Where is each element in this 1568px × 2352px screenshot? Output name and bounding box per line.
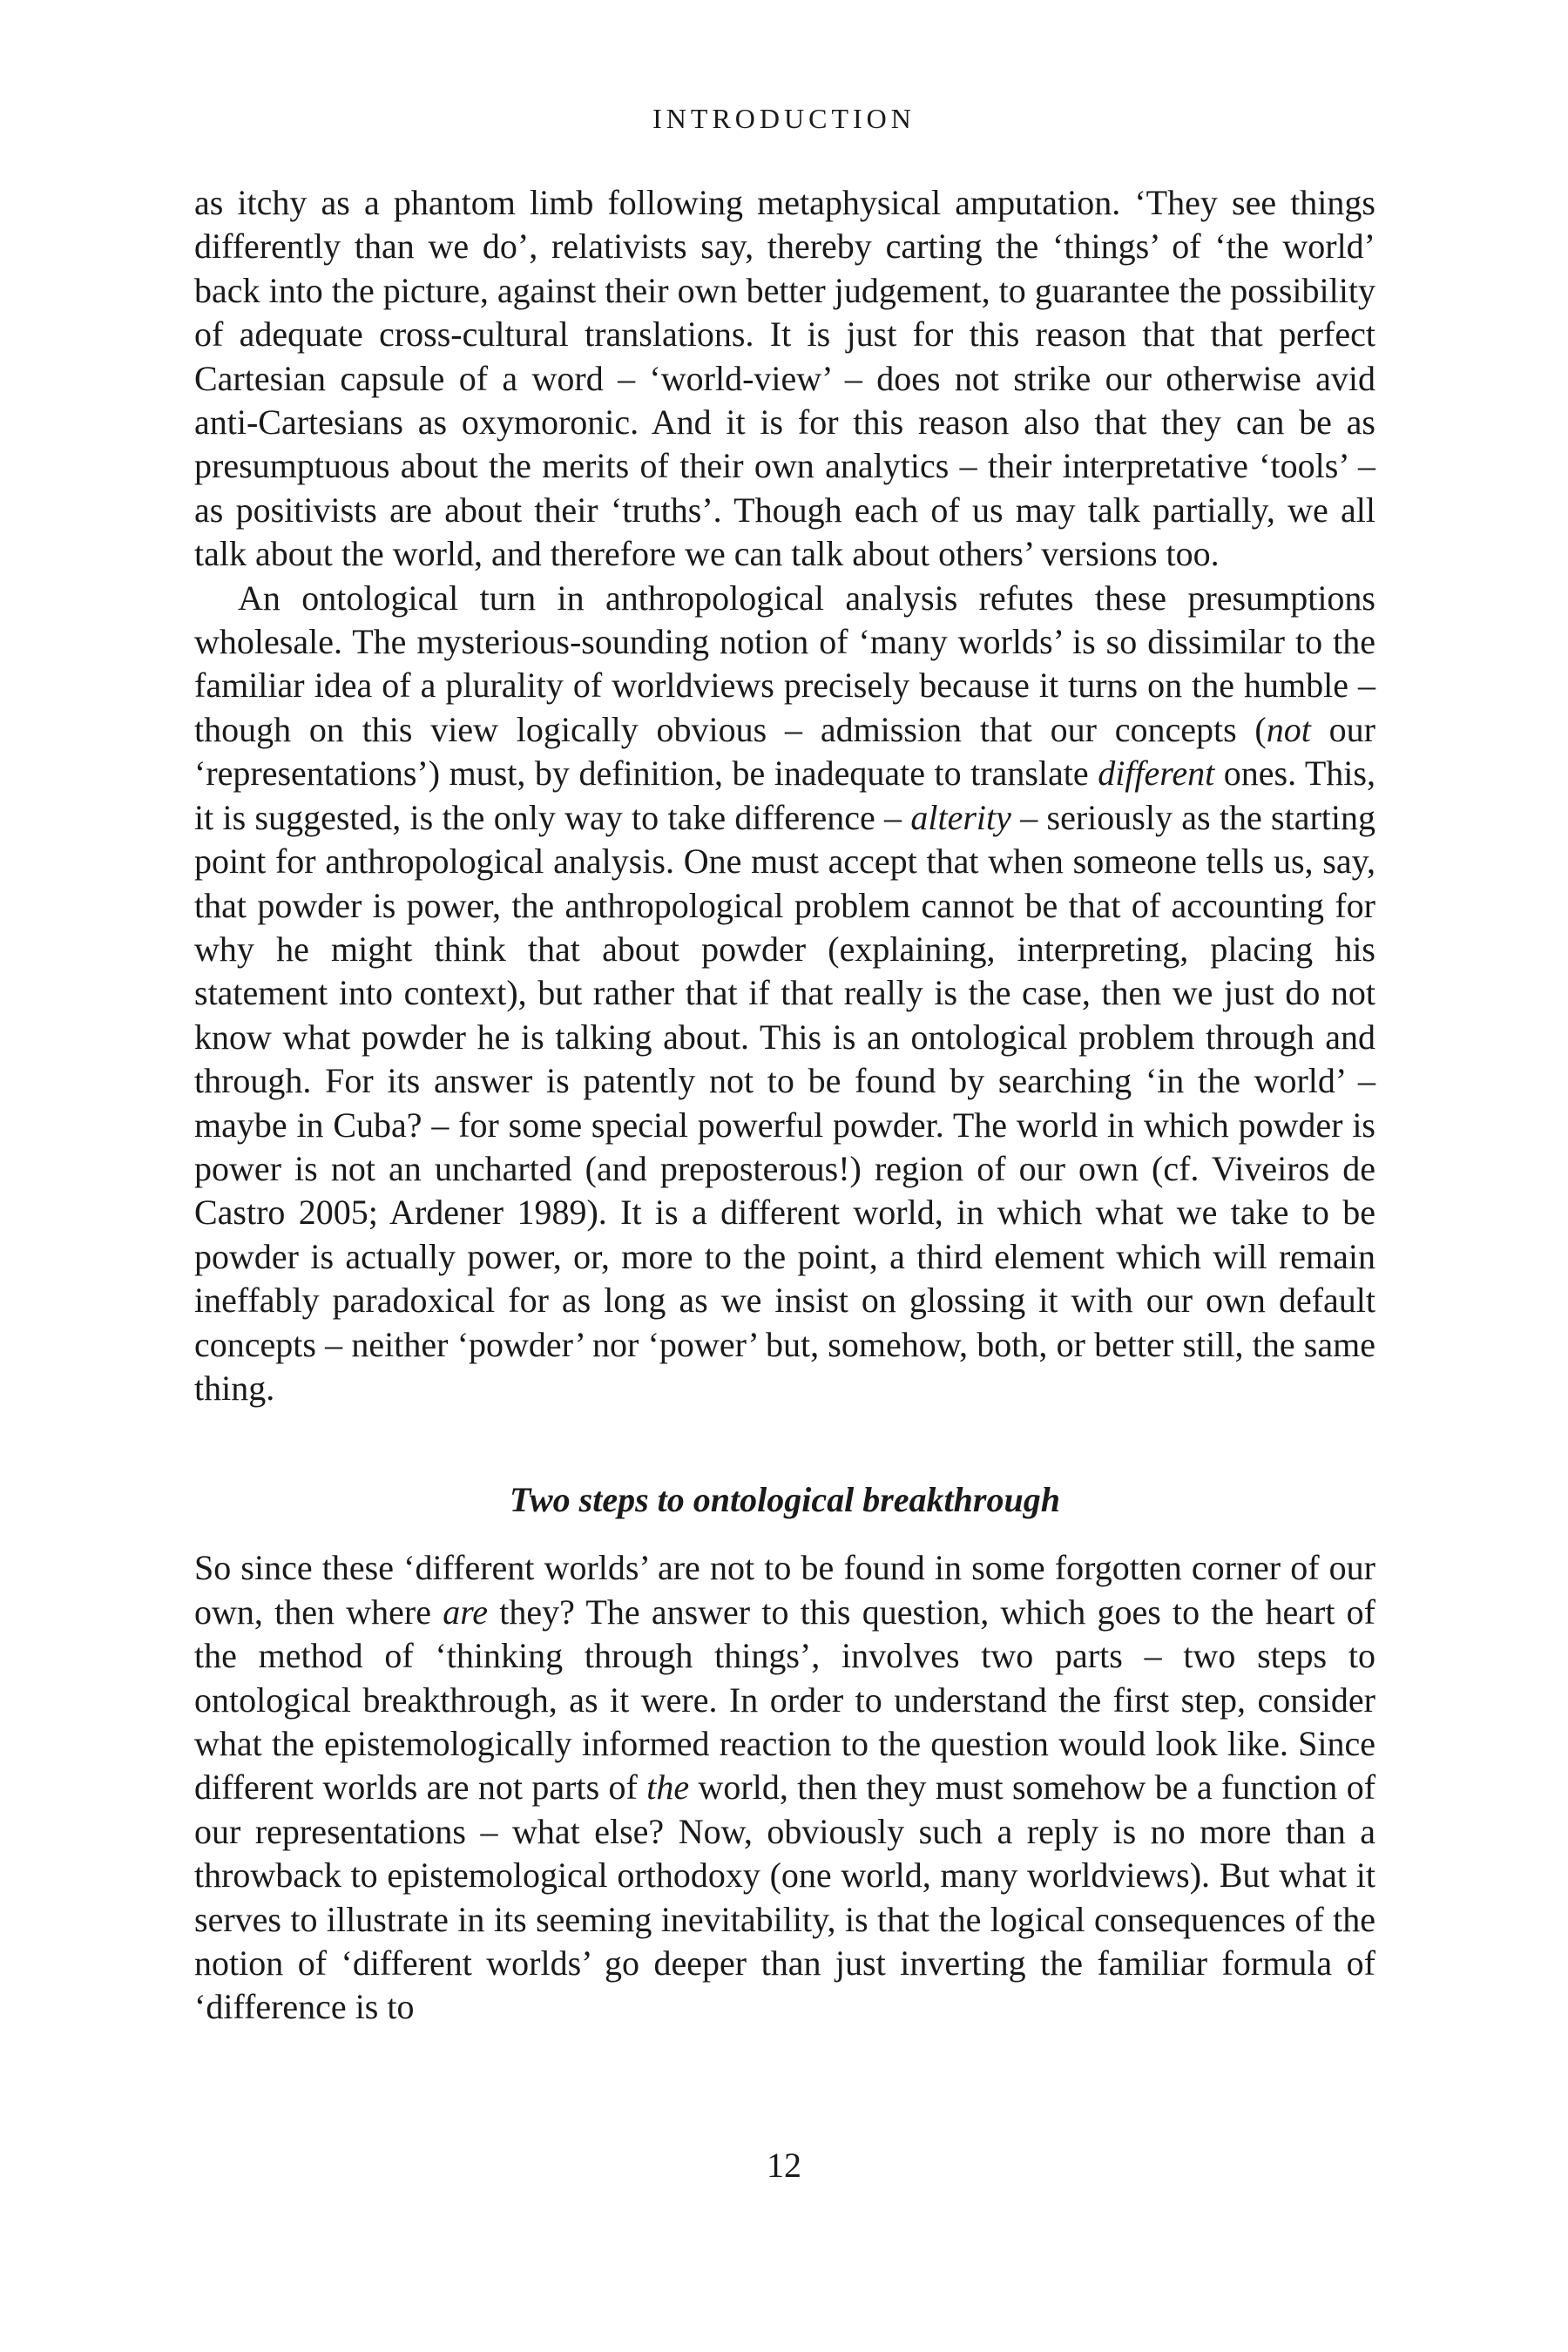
paragraph-2: [194, 577, 1375, 1411]
paragraph-3: [194, 1546, 1375, 2029]
running-head: INTRODUCTION: [652, 103, 916, 134]
text-run: world, then they must somehow be a function of our representations – what else? Now, obviously such a reply is no more than a throwback to epistemological orthodoxy (one world, many worldviews). But what it serves to illustrate in its seeming inevitability, is that the logical consequences of the notion of ‘different worlds’ go deeper than just inverting the familiar formula of ‘difference is to: [194, 1767, 1376, 2027]
italic-run: the: [646, 1767, 690, 1808]
text-run: ones. This, it is suggested, is the only way to take difference –: [194, 754, 1375, 837]
page-number: 12: [767, 2146, 801, 2185]
italic-run: are: [443, 1592, 489, 1632]
italic-run: alterity: [910, 797, 1011, 837]
italic-run: different: [1098, 754, 1215, 794]
body-text: [194, 181, 1375, 2030]
text-run: – seriously as the starting point for anthropological analysis. One must accept that when someone tells us, say, that powder is power, the anthropological problem cannot be that of accounting for why he might think that about powder (explaining, interpreting, placing his statement into context), but rather that if that really is the case, then we just do not know what powder he is talking about. This is an ontological problem through and through. For its answer is patently not to be found by searching ‘in the world’ – maybe in Cuba? – for some special powerful powder. The world in which powder is power is not an uncharted (and preposterous!) region of our own (cf. Viveiros de Castro 2005; Ardener 1989). It is a different world, in which what we take to be powder is actually power, or, more to the point, a third element which will remain ineffably paradoxical for as long as we insist on glossing it with our own default concepts – neither ‘powder’ nor ‘power’ but, somehow, both, or better still, the same thing.: [194, 797, 1376, 1408]
text-run: as itchy as a phantom limb following metaphysical amputation. ‘They see things differently than we do’, relativists say, thereby carting the ‘things’ of ‘the world’ back into the picture, against their own better judgement, to guarantee the possibility of adequate cross-cultural translations. It is just for this reason that that perfect Cartesian capsule of a word – ‘world-view’ – does not strike our otherwise avid anti-Cartesians as oxymoronic. And it is for this reason also that they can be as presumptuous about the merits of their own analytics – their interpretative ‘tools’ – as positivists are about their ‘truths’. Though each of us may talk partially, we all talk about the world, and therefore we can talk about others’ versions too.: [194, 183, 1375, 574]
text-run: An ontological turn in anthropological analysis refutes these presumptions wholesale. The mysterious-sounding notion of ‘many worlds’ is so dissimilar to the familiar idea of a plurality of worldviews precisely because it turns on the humble – though on this view logically obvious – admission that our concepts (: [194, 578, 1375, 749]
text-run: So since these ‘different worlds’ are not to be found in some forgotten corner of our own, then where: [194, 1548, 1375, 1632]
section-heading: Two steps to ontological breakthrough: [510, 1480, 1060, 1520]
paragraph-1: [194, 181, 1375, 577]
text-run: they? The answer to this question, which goes to the heart of the method of ‘thinking through things’, involves two parts – two steps to ontological breakthrough, as it were. In order to understand the first step, consider what the epistemologically informed reaction to the question would look like. Since different worlds are not parts of: [194, 1592, 1376, 1808]
text-run: our ‘representations’) must, by definition, be inadequate to translate: [194, 709, 1375, 794]
italic-run: not: [1266, 709, 1311, 749]
